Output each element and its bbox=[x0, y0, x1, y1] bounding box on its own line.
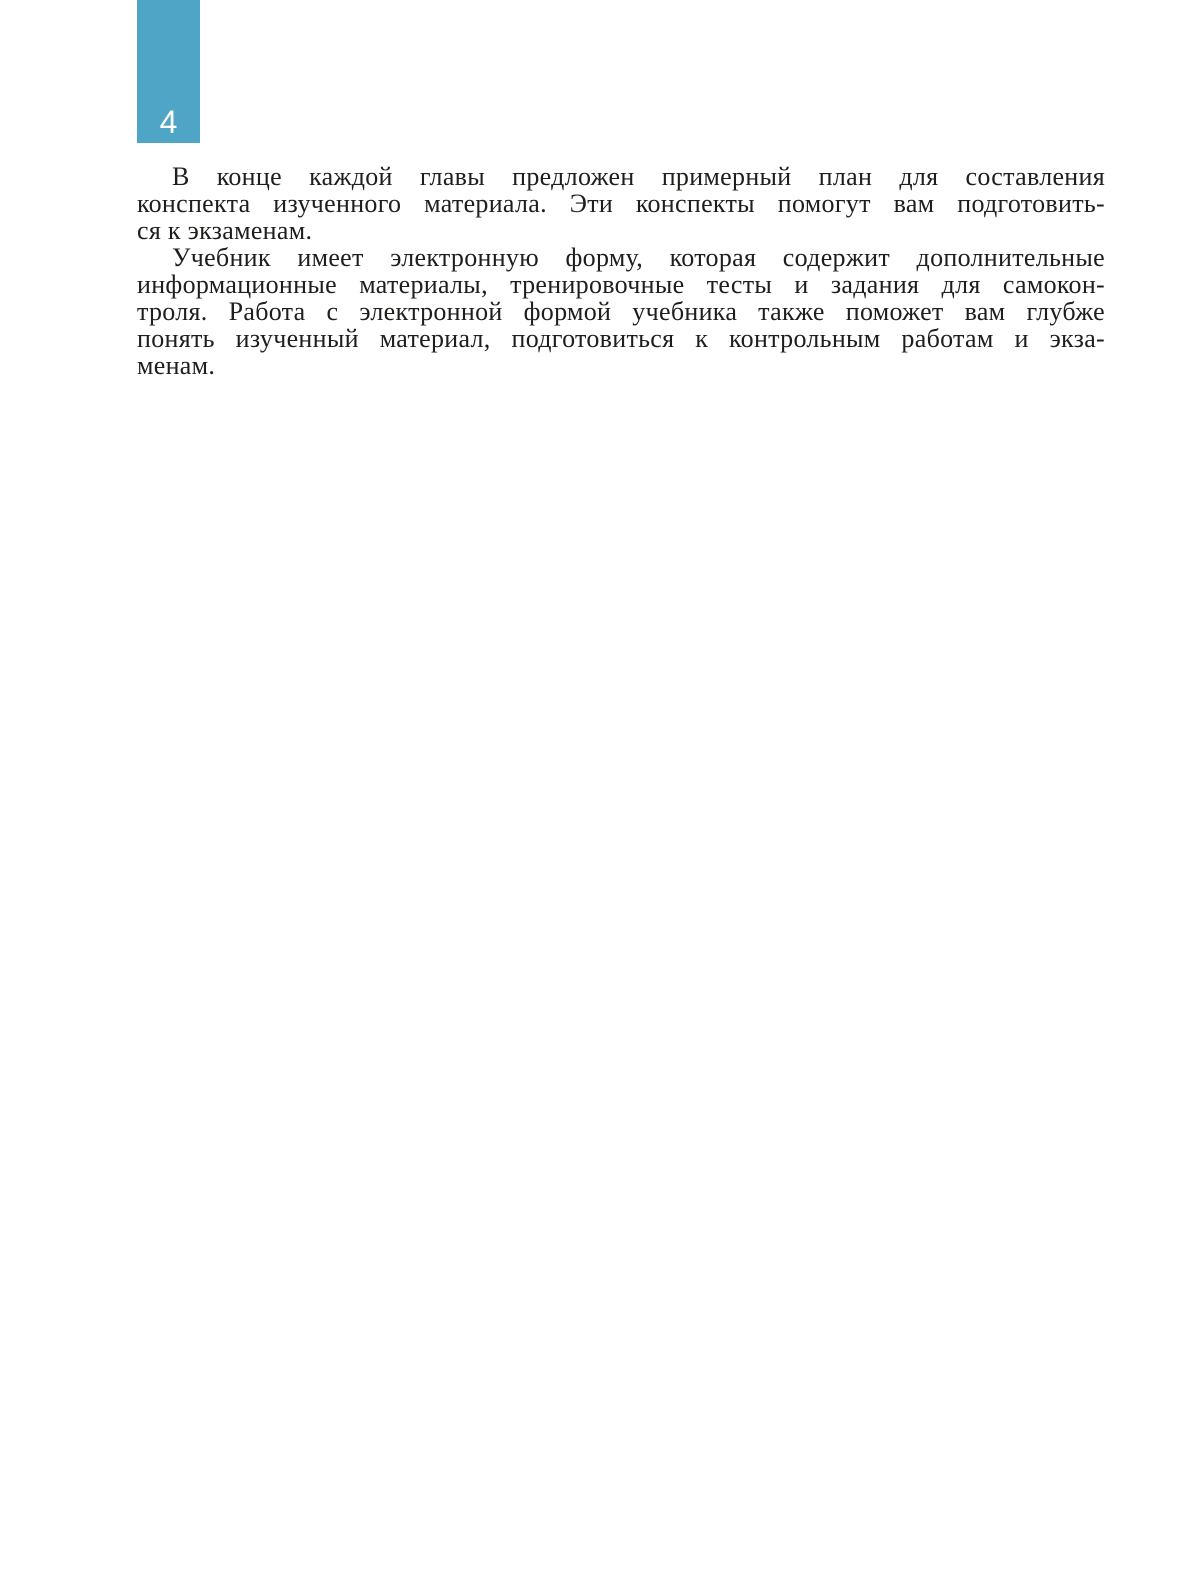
page-number-tab bbox=[137, 0, 200, 143]
intro-paragraph-2 bbox=[137, 244, 1105, 379]
text-line: конспекта изученного материала. Эти конспекты помогут вам подготовить- bbox=[137, 189, 1105, 218]
text-line: менам. bbox=[137, 351, 216, 380]
text-line: ся к экзаменам. bbox=[137, 216, 313, 245]
text-line: понять изученный материал, подготовиться к контрольным работам и экза- bbox=[137, 324, 1105, 353]
text-line: информационные материалы, тренировочные тесты и задания для самокон- bbox=[137, 270, 1105, 299]
page-text-block bbox=[137, 163, 1105, 379]
intro-paragraph-1 bbox=[137, 163, 1105, 244]
text-line: В конце каждой главы предложен примерный план для составления bbox=[172, 162, 1105, 191]
page-number: 4 bbox=[159, 104, 178, 140]
text-line: троля. Работа с электронной формой учебника также поможет вам глубже bbox=[137, 297, 1105, 326]
text-line: Учебник имеет электронную форму, которая содержит дополнительные bbox=[172, 243, 1105, 272]
